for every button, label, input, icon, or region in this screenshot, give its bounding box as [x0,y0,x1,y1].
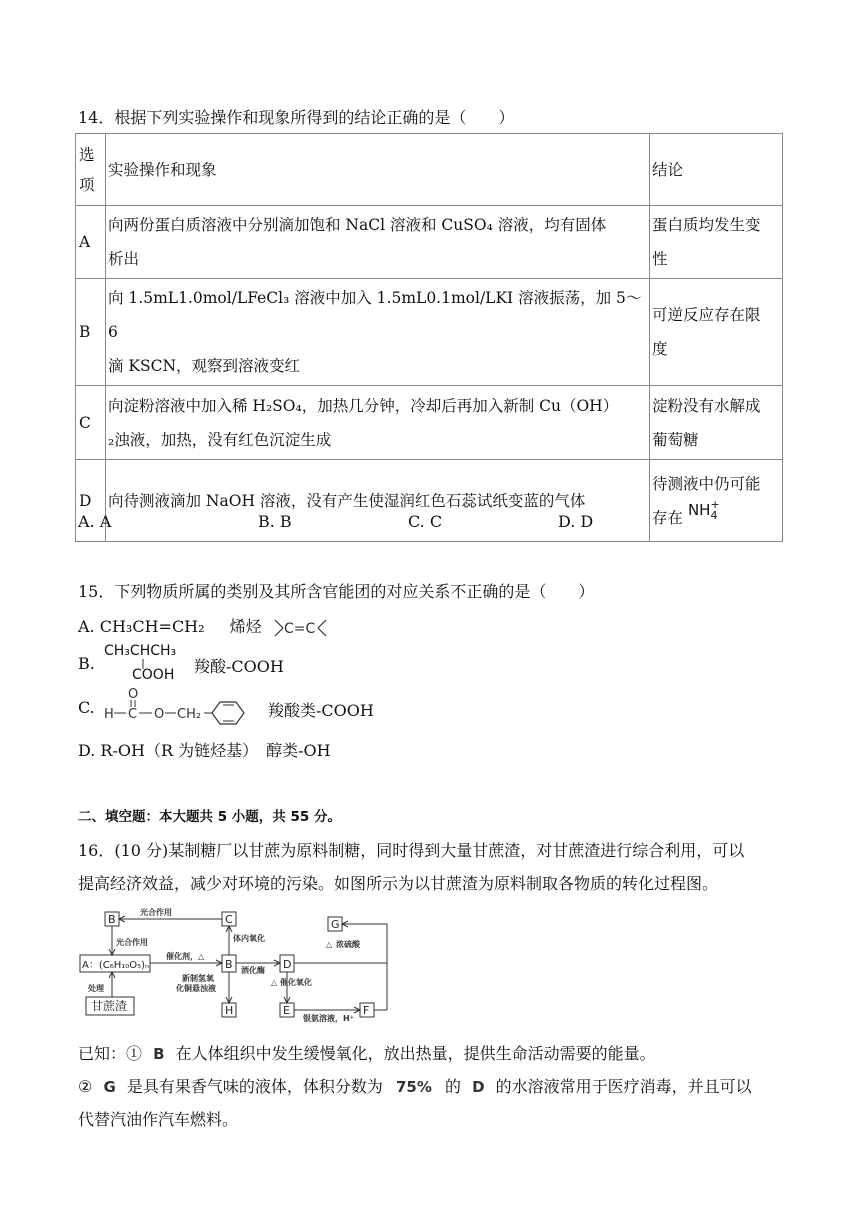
row-operation-line1: 向淀粉溶液中加入稀 H₂SO₄，加热几分钟，冷却后再加入新制 Cu（OH） [108,396,619,415]
q15-choice-c[interactable] [78,688,478,728]
q15-c-label: C. [78,698,95,717]
node-h: H [225,1004,234,1017]
row-operation [106,386,650,460]
label-catalyst-heat: 催化剂，△ [166,952,205,961]
node-c: C [225,913,233,926]
label-photosynthesis-top: 光合作用 [140,908,172,917]
q14-choice-c[interactable]: C. C [408,512,443,531]
row-operation-line1: 向待测液滴加 NaOH 溶液，没有产生使湿润红色石蕊试纸变蓝的气体 [108,491,586,510]
row-conclusion [650,460,783,542]
q15-stem: 15．下列物质所属的类别及其所含官能团的对应关系不正确的是（ ） [78,582,595,601]
q15-b-struct-bottom: COOH [132,667,175,683]
node-b-top: B [108,913,116,926]
header-option-line2: 项 [79,175,95,194]
c-struct-carbon: C [128,707,138,722]
row-operation-line1: 向 1.5mL1.0mol/LFeCl₃ 溶液中加入 1.5mL0.1mol/LKI 溶液振荡，加 5～6 [108,289,642,341]
q14-stem: 14．根据下列实验操作和现象所得到的结论正确的是（ ） [78,108,515,127]
symbol-d: D [472,1078,485,1096]
row-conclusion-line2: 葡萄糖 [652,430,699,449]
q15-choice-d[interactable]: D. R-OH（R 为链烃基） 醇类-OH [78,741,331,760]
row-operation [106,206,650,279]
ammonium-formula [687,498,720,522]
row-option: B [76,279,106,386]
q15-choice-b[interactable] [78,643,478,687]
known-2-text1: 是具有果香气味的液体，体积分数为 [126,1077,383,1096]
row-option: C [76,386,106,460]
row-conclusion [650,279,783,386]
double-bond-structure [273,620,331,636]
q16-line1: 16．(10 分)某制糖厂以甘蔗为原料制糖，同时得到大量甘蔗渣，对甘蔗渣进行综合利用，可以 [78,841,745,860]
double-bond-text: C=C [283,621,316,637]
row-conclusion [650,386,783,460]
c-struct-o-top: O [128,688,139,702]
label-catalytic-oxidation: △ 催化氧化 [271,978,312,987]
exists-text: 存在 [652,508,684,527]
label-cuoh-1: 新制氢氧 [182,974,214,983]
known-2-num: ② [78,1077,93,1096]
row-operation-line2: 滴 KSCN，观察到溶液变红 [108,357,301,375]
q15-b-label: B. [78,654,95,673]
row-operation-line2: 析出 [108,250,140,268]
section-heading: 二、填空题：本大题共 5 小题，共 55 分。 [78,809,341,825]
label-conc-acid: 浓硫酸 [336,940,360,949]
label-delta-g: △ [326,940,333,949]
node-f: F [363,1004,370,1017]
conversion-diagram [78,905,398,1025]
row-conclusion-line1: 淀粉没有水解成 [652,396,761,415]
row-operation-line1: 向两份蛋白质溶液中分别滴加饱和 NaCl 溶液和 CuSO₄ 溶液，均有固体 [108,216,607,234]
q15-a-class: 烯烃 [229,617,262,636]
ammonium-charge: + [710,498,720,511]
percent-75: 75% [395,1078,432,1096]
row-conclusion-line1: 可逆反应存在限 [652,306,761,324]
row-conclusion [650,206,783,279]
q16-known-1 [78,1041,656,1064]
q16-last-line: 代替汽油作汽车燃料。 [78,1110,239,1129]
ammonium-base: NH [687,500,711,519]
symbol-b: B [153,1045,165,1063]
q16-line2: 提高经济效益，减少对环境的污染。如图所示为以甘蔗渣为原料制取各物质的转化过程图。 [78,874,719,893]
row-conclusion-line1: 待测液中仍可能 [652,474,761,493]
label-photosynthesis-left: 光合作用 [116,938,148,947]
q15-a-formula: A. CH₃CH=CH₂ [78,617,205,636]
known-1-text: 在人体组织中发生缓慢氧化，放出热量，提供生命活动需要的能量。 [175,1044,656,1063]
row-option: A [76,206,106,279]
c-struct-o: O [154,707,165,722]
c-struct-h: H [104,707,114,722]
row-operation [106,279,650,386]
header-operation: 实验操作和现象 [106,134,650,206]
node-g: G [331,918,340,931]
q15-choice-a[interactable] [78,614,331,639]
node-b-mid: B [225,958,233,971]
benzyl-formate-structure [102,688,252,728]
label-in-body-oxidation: 体内氧化 [233,934,265,943]
table-row [76,386,783,460]
table-header-row [76,134,783,206]
header-option [76,134,106,206]
q14-choice-d[interactable]: D. D [558,512,594,531]
ammonium-subscript: 4 [710,509,718,522]
q15-c-class: 羧酸类-COOH [268,701,374,720]
row-option: D [76,460,106,542]
label-zymase: 酒化酶 [241,966,265,975]
known-2-text3: 的水溶液常用于医疗消毒，并且可以 [495,1077,752,1096]
label-silver-ammonia: 银氨溶液，H⁺ [303,1014,354,1023]
table-row [76,279,783,386]
experiment-table [75,133,783,542]
node-d: D [283,958,292,971]
table-row [76,206,783,279]
row-conclusion-line2 [652,498,780,535]
q14-choice-b[interactable]: B. B [258,512,292,531]
node-raw-bagasse: 甘蔗渣 [91,999,128,1013]
header-option-line1: 选 [79,145,95,164]
header-conclusion: 结论 [650,134,783,206]
node-e: E [283,1004,290,1017]
label-cuoh-2: 化铜悬浊液 [176,984,216,993]
q15-b-class: 羧酸-COOH [194,657,284,676]
q15-b-struct-top: CH₃CHCH₃ [104,643,177,659]
known-prefix: 已知：① [78,1044,143,1063]
known-2-text2: 的 [444,1077,461,1096]
symbol-g: G [103,1078,116,1096]
row-conclusion-line1: 蛋白质均发生变 [652,216,761,234]
node-a: A：(C₆H₁₀O₅)ₙ [82,960,150,971]
c-struct-ch2: CH₂ [177,707,202,722]
row-conclusion-line2: 性 [652,250,668,268]
q14-choice-a[interactable]: A. A [78,512,112,531]
row-operation-line2: ₂浊液，加热，没有红色沉淀生成 [108,430,332,449]
row-conclusion-line2: 度 [652,340,668,358]
double-bond-bonds [273,617,331,639]
label-process: 处理 [88,984,104,993]
q16-known-2 [78,1074,752,1097]
